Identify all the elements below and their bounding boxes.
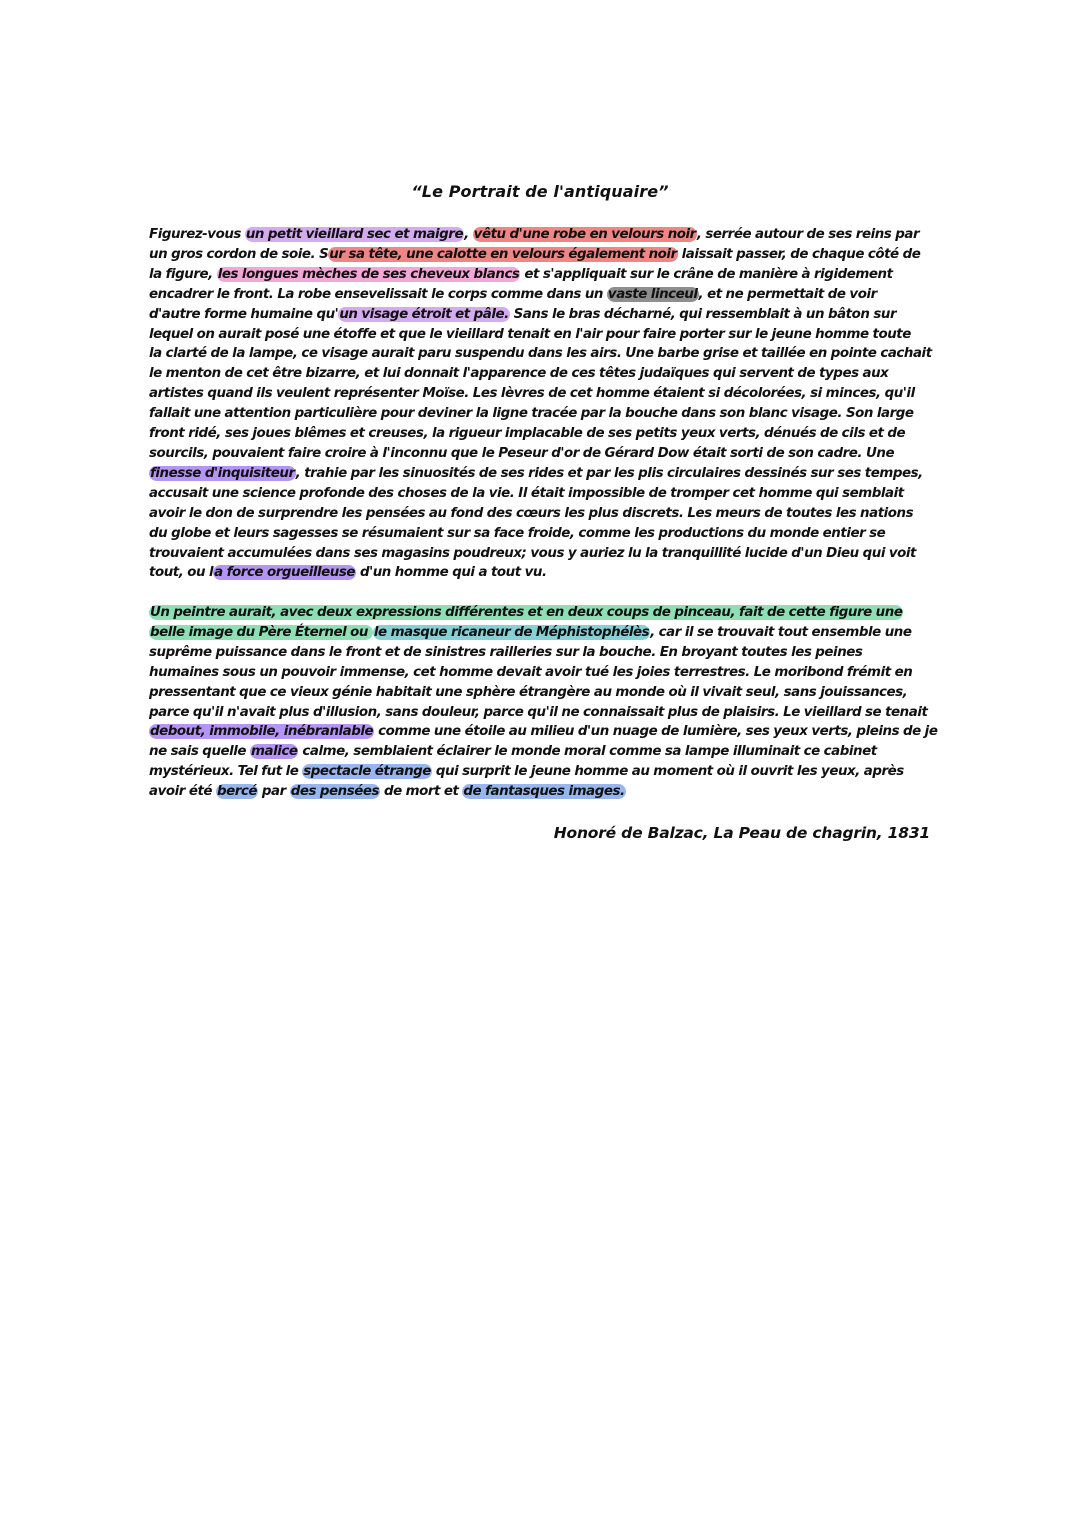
text-line xyxy=(149,245,929,265)
paragraph-1 xyxy=(149,225,932,583)
text-line xyxy=(149,623,929,643)
highlight-purple: finesse d'inquisiteur xyxy=(150,465,295,481)
text-segment: mystérieux. Tel fut le xyxy=(149,764,303,780)
text-line xyxy=(149,762,929,782)
highlight-gray: vaste linceul xyxy=(607,286,698,302)
text-segment: humaines sous un pouvoir immense, cet homme devait avoir tué les joies terrestres. Le moribond frémit en xyxy=(149,664,913,680)
text-line xyxy=(149,663,929,683)
text-line xyxy=(149,424,929,444)
text-segment: du globe et leurs sagesses se résumaient sur sa face froide, comme les productions du monde entier se xyxy=(149,525,886,541)
text-line xyxy=(149,524,929,544)
text-segment: la clarté de la lampe, ce visage aurait paru suspendu dans les airs. Une barbe grise et taillée en pointe cachait xyxy=(149,346,932,362)
highlight-red: vêtu d'une robe en velours noir xyxy=(473,227,696,242)
text-segment: laissait passer, de chaque côté de xyxy=(677,246,921,262)
text-segment: comme une étoile au milieu d'un nuage de lumière, ses yeux verts, pleins de je xyxy=(374,724,938,740)
highlight-blue: bercé xyxy=(216,784,257,800)
text-segment: le menton de cet être bizarre, et lui donnait l'apparence de ces têtes judaïques qui servent de types aux xyxy=(149,366,889,382)
text-segment: parce qu'il n'avait plus d'illusion, sans douleur, parce qu'il ne connaissait plus de plaisirs. Le vieillard se tenait xyxy=(149,704,928,720)
text-line xyxy=(149,364,929,384)
text-segment: qui surprit le jeune homme au moment où il ouvrit les yeux, après xyxy=(431,764,904,780)
text-line xyxy=(149,504,929,524)
highlight-purple: debout, immobile, inébranlable xyxy=(150,724,374,740)
text-segment: et s'appliquait sur le crâne de manière à rigidement xyxy=(520,266,893,282)
text-segment: ne sais quelle xyxy=(149,744,250,760)
text-segment: calme, semblaient éclairer le monde moral comme sa lampe illuminait ce cabinet xyxy=(298,744,877,760)
text-line xyxy=(149,444,929,464)
text-line xyxy=(149,782,929,802)
text-line xyxy=(149,722,938,742)
text-segment: sourcils, pouvaient faire croire à l'inconnu que le Peseur d'or de Gérard Dow était sorti de son cadre. Une xyxy=(149,445,895,461)
text-segment: trouvaient accumulées dans ses magasins poudreux; vous y auriez lu la tranquillité lucide d'un Dieu qui voit xyxy=(149,545,916,561)
author-citation: Honoré de Balzac, La Peau de chagrin, 1831 xyxy=(553,824,930,842)
text-segment: la figure, xyxy=(149,266,217,282)
text-line xyxy=(149,285,929,305)
highlight-blue: des pensées xyxy=(290,784,380,800)
text-segment: encadrer le front. La robe ensevelissait le corps comme dans un xyxy=(149,286,607,302)
text-segment: artistes quand ils veulent représenter Moïse. Les lèvres de cet homme étaient si décolorées, si minces, qu'il xyxy=(149,386,915,402)
highlight-green: Un peintre aurait, avec deux expressions différentes et en deux coups de pinceau, fait de cette figure une xyxy=(150,605,903,620)
text-line xyxy=(149,742,929,762)
highlight-blue: spectacle étrange xyxy=(303,764,431,780)
text-segment: pressentant que ce vieux génie habitait une sphère étrangère au monde où il vivait seul, sans jouissances, xyxy=(149,684,908,700)
highlight-blue: de fantasques images. xyxy=(463,784,625,800)
text-segment: d'un homme qui a tout vu. xyxy=(356,565,547,581)
text-segment: lequel on aurait posé une étoffe et que le vieillard tenait en l'air pour faire porter sur le jeune homme toute xyxy=(149,326,911,342)
text-line xyxy=(149,265,929,285)
highlight-teal: le masque ricaneur de Méphistophélès xyxy=(373,624,650,640)
text-segment: front ridé, ses joues blêmes et creuses, la rigueur implacable de ses petits yeux verts, dénués de cils et de xyxy=(149,426,906,442)
text-segment: , car il se trouvait tout ensemble une xyxy=(650,624,912,640)
text-segment: , trahie par les sinuosités de ses rides et par les plis circulaires dessinés sur ses tempes, xyxy=(295,465,923,481)
text-line xyxy=(149,464,929,484)
highlight-pink: les longues mèches de ses cheveux blancs xyxy=(217,266,520,282)
text-segment: , xyxy=(464,227,473,242)
highlight-green: belle image du Père Éternel ou xyxy=(150,624,372,640)
document-title: “Le Portrait de l'antiquaire” xyxy=(411,182,669,201)
text-line xyxy=(149,305,929,325)
text-line xyxy=(149,344,932,364)
highlight-purple: malice xyxy=(250,744,298,760)
text-line xyxy=(149,643,929,663)
text-segment: suprême puissance dans le front et de sinistres railleries sur la bouche. En broyant toutes les peines xyxy=(149,644,863,660)
text-line xyxy=(149,484,929,504)
text-segment: , et ne permettait de voir xyxy=(698,286,877,302)
text-segment: Sans le bras décharné, qui ressemblait à un bâton sur xyxy=(509,306,897,322)
highlight-red: ur sa tête, une calotte en velours également noir xyxy=(329,246,677,262)
text-segment: tout, ou l xyxy=(149,565,214,581)
text-line xyxy=(149,225,929,245)
text-line xyxy=(149,404,929,424)
text-segment: Figurez-vous xyxy=(149,227,245,242)
highlight-violet: un visage étroit et pâle. xyxy=(339,306,509,322)
text-segment: avoir été xyxy=(149,784,216,800)
text-segment: fallait une attention particulière pour deviner la ligne tracée par la bouche dans son blanc visage. Son large xyxy=(149,406,914,422)
text-line xyxy=(149,563,929,583)
text-line xyxy=(149,384,929,404)
text-segment: un gros cordon de soie. S xyxy=(149,246,329,262)
highlight-purple: a force orgueilleuse xyxy=(214,565,356,581)
text-line xyxy=(149,325,929,345)
text-line xyxy=(149,603,929,623)
paragraph-2 xyxy=(149,603,938,802)
text-segment: , serrée autour de ses reins par xyxy=(696,227,920,242)
text-line xyxy=(149,703,929,723)
text-segment: accusait une science profonde des choses de la vie. Il était impossible de tromper cet homme qui semblait xyxy=(149,485,904,501)
highlight-violet: un petit vieillard sec et maigre xyxy=(245,227,464,242)
text-line xyxy=(149,683,929,703)
text-segment: avoir le don de surprendre les pensées au fond des cœurs les plus discrets. Les meurs de toutes les nations xyxy=(149,505,914,521)
text-segment: d'autre forme humaine qu' xyxy=(149,306,339,322)
text-segment: de mort et xyxy=(380,784,463,800)
text-segment: par xyxy=(258,784,290,800)
text-line xyxy=(149,544,929,564)
